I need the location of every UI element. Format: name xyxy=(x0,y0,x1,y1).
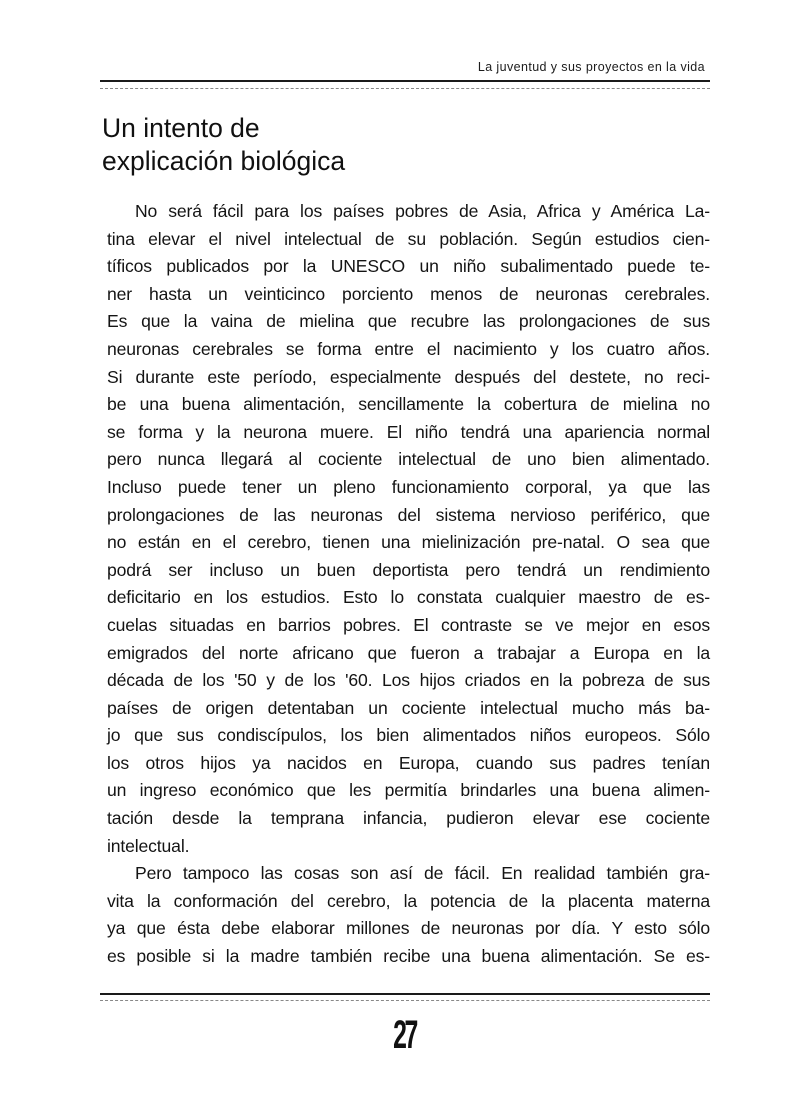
section-title-line-2: explicación biológica xyxy=(102,146,346,176)
text-line: jo que sus condiscípulos, los bien alimentados niños europeos. Sólo xyxy=(107,725,710,746)
text-line: be una buena alimentación, sencillamente la cobertura de mielina no xyxy=(107,394,710,415)
header-rule xyxy=(100,80,710,82)
text-line: tina elevar el nivel intelectual de su población. Según estudios cien- xyxy=(107,228,710,249)
text-line: vita la conformación del cerebro, la potencia de la placenta materna xyxy=(107,890,710,911)
text-line: pero nunca llegará al cociente intelectual de uno bien alimentado. xyxy=(107,449,710,470)
text-line: tación desde la temprana infancia, pudieron elevar ese cociente xyxy=(107,808,710,829)
running-header: La juventud y sus proyectos en la vida xyxy=(477,60,705,74)
text-line: neuronas cerebrales se forma entre el nacimiento y los cuatro años. xyxy=(107,338,710,359)
paragraph-2 xyxy=(107,860,710,970)
text-line: no están en el cerebro, tienen una mielinización pre-natal. O sea que xyxy=(107,532,710,553)
text-line: Es que la vaina de mielina que recubre las prolongaciones de sus xyxy=(107,311,710,332)
text-line: No será fácil para los países pobres de Asia, Africa y América La- xyxy=(135,201,710,221)
text-line: Pero tampoco las cosas son así de fácil. En realidad también gra- xyxy=(135,863,710,884)
page-number: 27 xyxy=(393,1013,416,1057)
header-rule-secondary xyxy=(100,88,710,89)
text-line: se forma y la neurona muere. El niño tendrá una apariencia normal xyxy=(107,421,710,442)
text-line: es posible si la madre también recibe una buena alimentación. Se es- xyxy=(107,946,710,967)
text-line: ya que ésta debe elaborar millones de neuronas por día. Y esto sólo xyxy=(107,918,710,939)
text-line: países de origen detentaban un cociente intelectual mucho más ba- xyxy=(107,697,710,718)
text-line: deficitario en los estudios. Esto lo constata cualquier maestro de es- xyxy=(107,587,710,608)
text-line: un ingreso económico que les permitía brindarles una buena alimen- xyxy=(107,780,710,801)
text-line: cuelas situadas en barrios pobres. El contraste se ve mejor en esos xyxy=(107,614,710,635)
text-line: ner hasta un veinticinco porciento menos de neuronas cerebrales. xyxy=(107,283,710,304)
footer-rule-secondary xyxy=(100,1000,710,1001)
text-line: prolongaciones de las neuronas del sistema nervioso periférico, que xyxy=(107,504,710,525)
section-title-line-1: Un intento de xyxy=(102,113,260,143)
text-line: Incluso puede tener un pleno funcionamiento corporal, ya que las xyxy=(107,476,710,497)
section-title xyxy=(102,112,345,178)
body-text xyxy=(107,198,710,971)
text-line: emigrados del norte africano que fueron a trabajar a Europa en la xyxy=(107,642,710,663)
paragraph-1 xyxy=(107,198,710,860)
text-line: tíficos publicados por la UNESCO un niño subalimentado puede te- xyxy=(107,256,710,277)
text-line: década de los '50 y de los '60. Los hijos criados en la pobreza de sus xyxy=(107,670,710,691)
text-line: podrá ser incluso un buen deportista pero tendrá un rendimiento xyxy=(107,559,710,580)
text-line: Si durante este período, especialmente después del destete, no reci- xyxy=(107,366,710,387)
footer-rule xyxy=(100,993,710,995)
text-line: intelectual. xyxy=(107,835,190,856)
text-line: los otros hijos ya nacidos en Europa, cuando sus padres tenían xyxy=(107,752,710,773)
